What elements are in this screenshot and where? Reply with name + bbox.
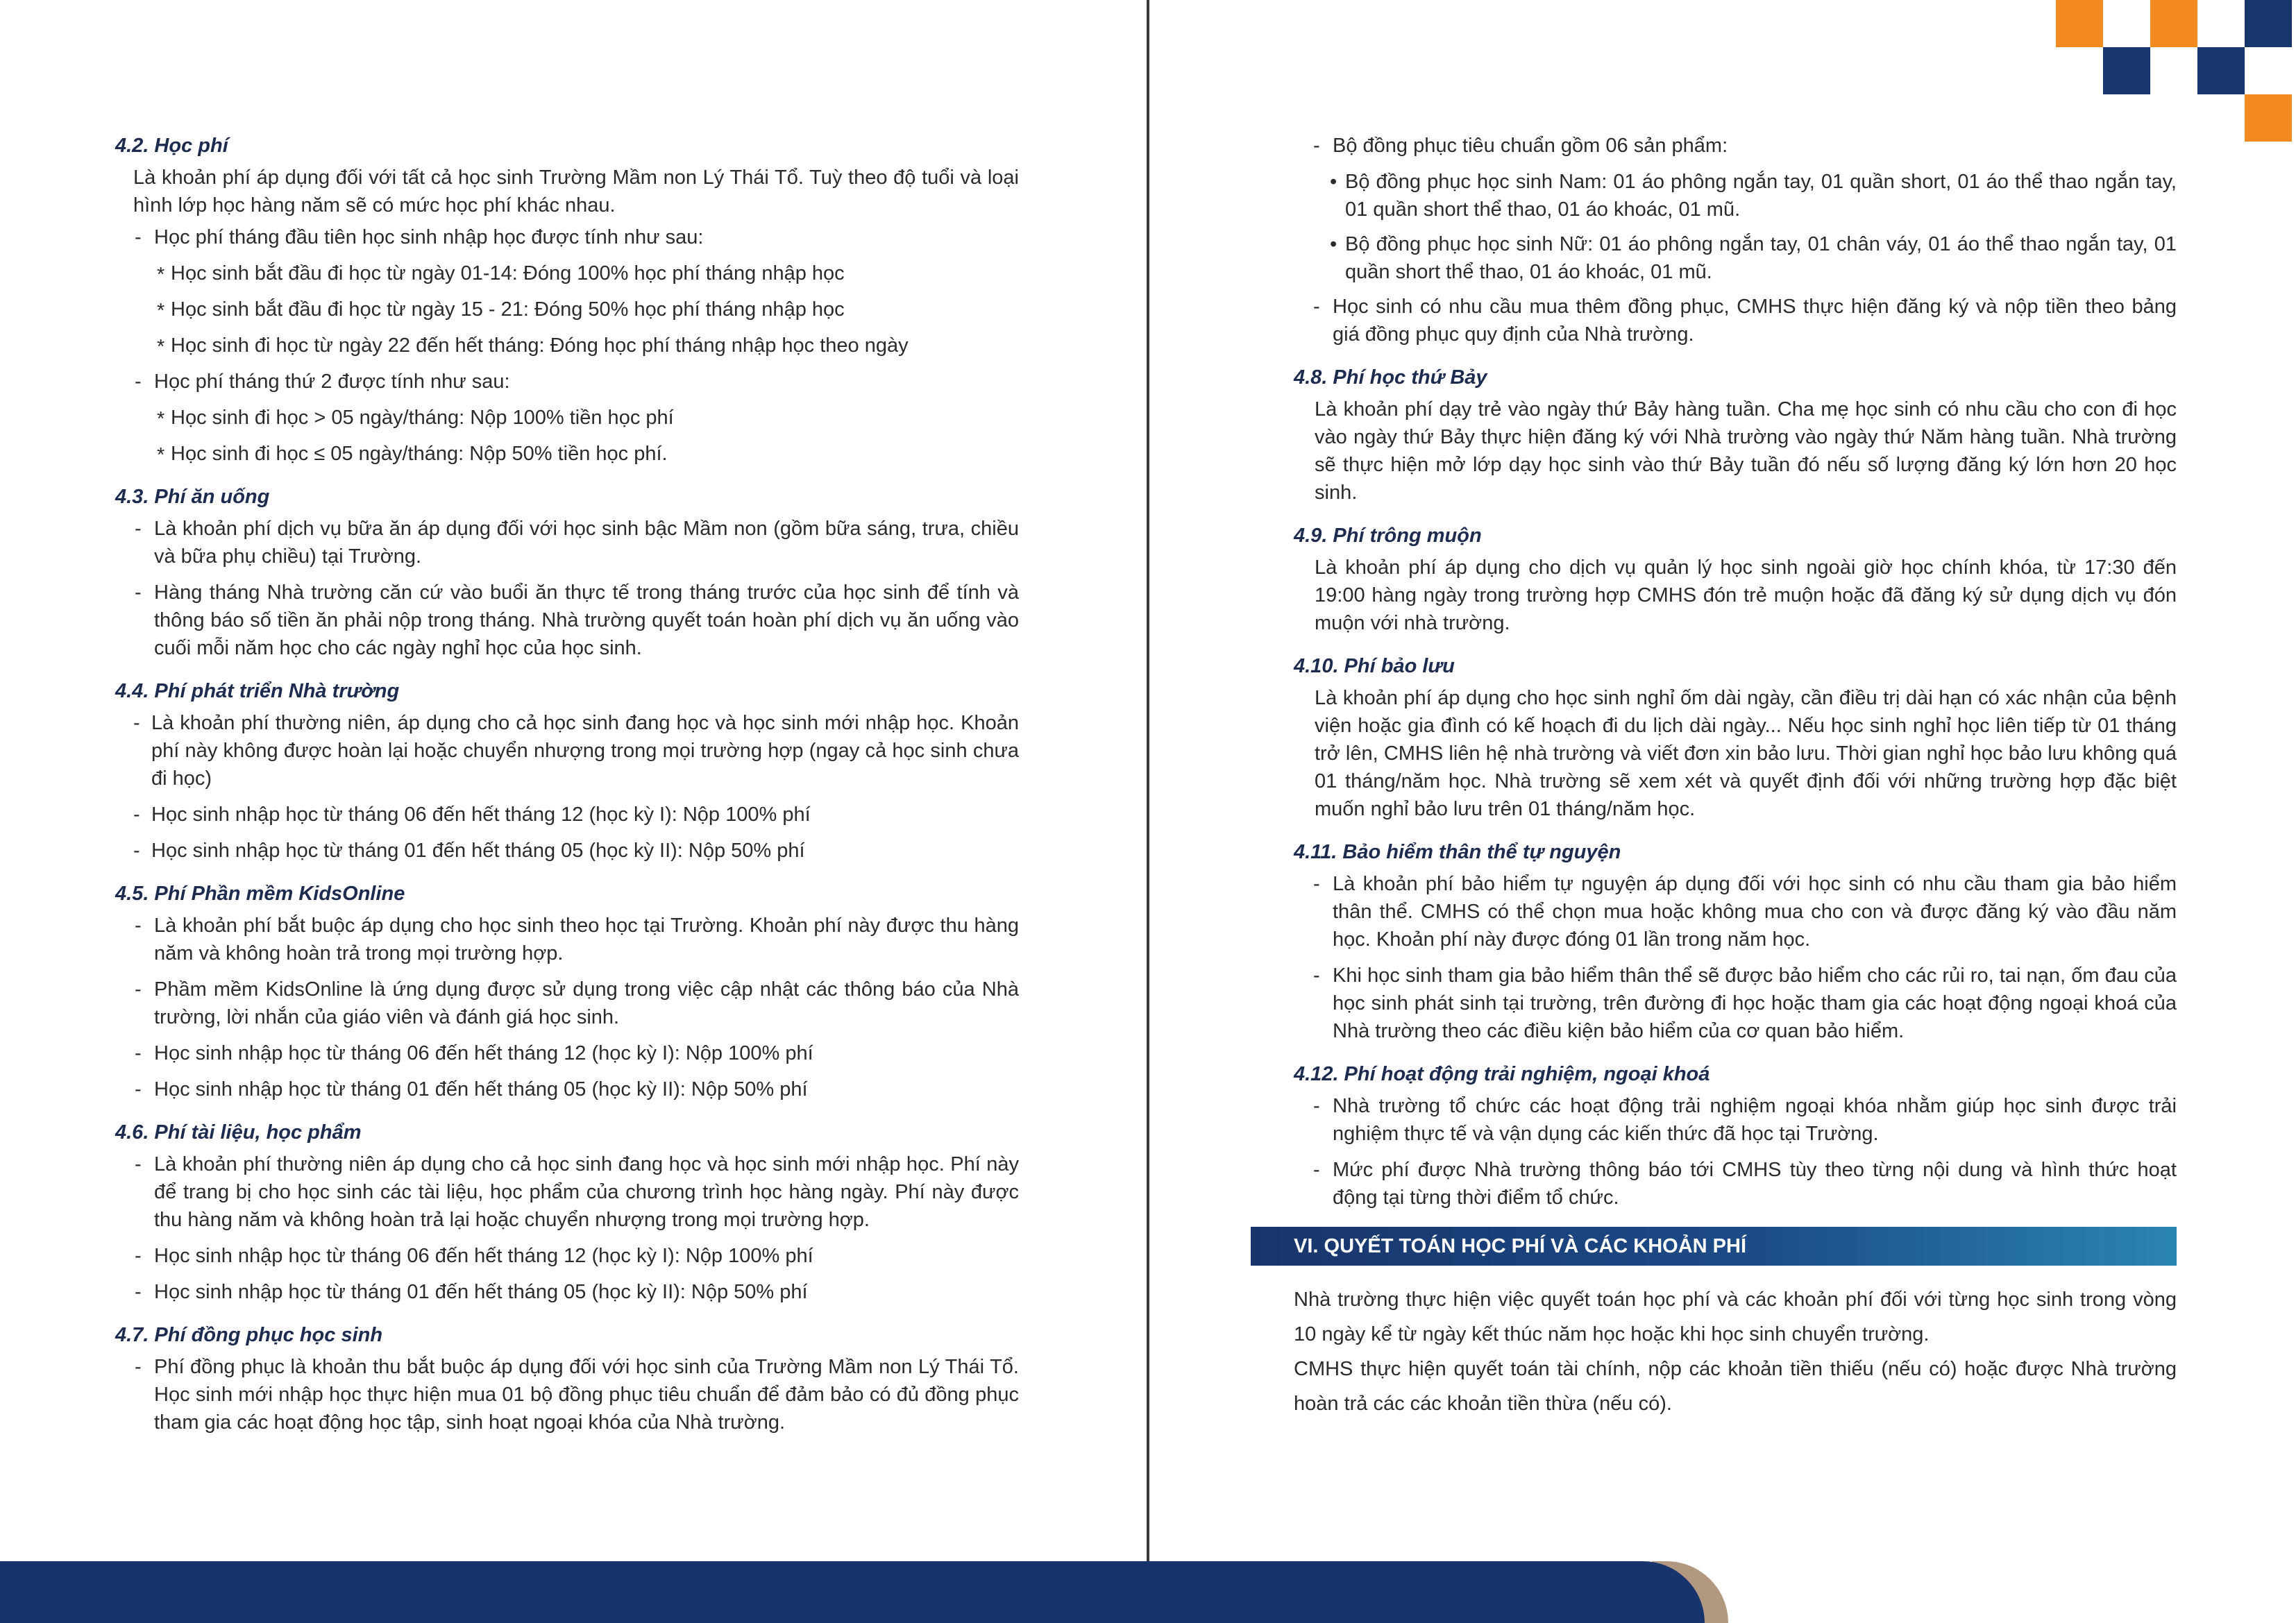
dash-item: - Học phí tháng thứ 2 được tính như sau: — [115, 368, 1019, 396]
dash-item: - Mức phí được Nhà trường thông báo tới CMHS tùy theo từng nội dung và hình thức hoạt động tại từng thời điểm tổ chức. — [1294, 1156, 2177, 1212]
dash-item: - Là khoản phí thường niên, áp dụng cho cả học sinh đang học và học sinh mới nhập học. Khoản phí này không được hoàn lại hoặc chuyển nhượng trong mọi trường hợp (ngay cả học sinh chưa đi học) — [115, 709, 1019, 792]
section-heading: 4.6. Phí tài liệu, học phẩm — [115, 1121, 362, 1144]
dash-item: - Phầm mềm KidsOnline là ứng dụng được sử dụng trong việc cập nhật các thông báo của Nhà trường, lời nhắn của giáo viên và đánh giá học sinh. — [115, 976, 1019, 1031]
star-item: * Học sinh đi học > 05 ngày/tháng: Nộp 100% tiền học phí — [115, 404, 1019, 432]
dash-item: - Học sinh nhập học từ tháng 06 đến hết tháng 12 (học kỳ I): Nộp 100% phí — [115, 801, 1019, 829]
bullet-item: • Bộ đồng phục học sinh Nam: 01 áo phông ngắn tay, 01 quần short, 01 áo thể thao ngắn tay, 01 quần short thể thao, 01 áo khoác, 01 mũ. — [1294, 168, 2177, 223]
orange-square — [2056, 0, 2103, 47]
left-column — [115, 132, 1019, 1452]
section — [1294, 132, 2177, 348]
dash-item: - Là khoản phí bắt buộc áp dụng cho học sinh theo học tại Trường. Khoản phí này được thu hàng năm và không hoàn trả trong mọi trường hợp. — [115, 912, 1019, 967]
star-item: * Học sinh đi học ≤ 05 ngày/tháng: Nộp 50% tiền học phí. — [115, 440, 1019, 468]
section — [115, 677, 1019, 865]
section-heading: 4.11. Bảo hiểm thân thể tự nguyện — [1294, 841, 1621, 863]
section — [1294, 652, 2177, 823]
orange-square — [2245, 94, 2292, 142]
dash-item: - Là khoản phí thường niên áp dụng cho cả học sinh đang học và học sinh mới nhập học. Phí này để trang bị cho học sinh các tài liệu, học phẩm của chương trình học hàng ngày. Phí này được thu hàng năm và không hoàn trả lại hoặc chuyển nhượng trong mọi trường hợp. — [115, 1150, 1019, 1234]
footer-bar — [0, 1561, 1705, 1623]
right-column — [1294, 132, 2177, 1421]
settlement-text — [1294, 1282, 2177, 1421]
section-heading: 4.10. Phí bảo lưu — [1294, 655, 1455, 677]
dash-item: - Học sinh có nhu cầu mua thêm đồng phục, CMHS thực hiện đăng ký và nộp tiền theo bảng giá đồng phục quy định của Nhà trường. — [1294, 293, 2177, 348]
section-heading: 4.5. Phí Phần mềm KidsOnline — [115, 883, 405, 905]
section — [1294, 838, 2177, 1045]
section-intro: Là khoản phí áp dụng cho học sinh nghỉ ốm dài ngày, cần điều trị dài hạn có xác nhận của bệnh viện hoặc gia đình có kế hoạch đi du lịch dài ngày... Nếu học sinh nghỉ học liên tiếp từ 01 tháng trở lên, CMHS liên hệ nhà trường và viết đơn xin bảo lưu. Thời gian nghỉ học bảo lưu không quá 01 tháng/năm học. Nhà trường sẽ xem xét và quyết định đối với những trường hợp đặc biệt muốn nghỉ bảo lưu trên 01 tháng/năm học. — [1315, 687, 2177, 820]
settlement-paragraph: CMHS thực hiện quyết toán tài chính, nộp các khoản tiền thiếu (nếu có) hoặc được Nhà trường hoàn trả các các khoản tiền thừa (nếu có). — [1294, 1358, 2177, 1415]
section — [1294, 1060, 2177, 1212]
navy-square — [2197, 47, 2245, 94]
left-page — [0, 0, 1147, 1623]
section-intro: Là khoản phí áp dụng đối với tất cả học sinh Trường Mầm non Lý Thái Tổ. Tuỳ theo độ tuổi và loại hình lớp học hàng năm sẽ có mức học phí khác nhau. — [133, 167, 1019, 216]
section — [115, 483, 1019, 662]
section — [115, 1119, 1019, 1306]
star-item: * Học sinh bắt đầu đi học từ ngày 01-14: Đóng 100% học phí tháng nhập học — [115, 260, 1019, 287]
section-heading: 4.7. Phí đồng phục học sinh — [115, 1324, 383, 1346]
section — [115, 132, 1019, 468]
dash-item: - Khi học sinh tham gia bảo hiểm thân thể sẽ được bảo hiểm cho các rủi ro, tai nạn, ốm đau của học sinh phát sinh tại trường, trên đường đi học hoặc tham gia các hoạt động ngoại khoá của Nhà trường theo các điều kiện bảo hiểm của cơ quan bảo hiểm. — [1294, 962, 2177, 1045]
section-heading: 4.3. Phí ăn uống — [115, 486, 270, 508]
dash-item: - Học sinh nhập học từ tháng 01 đến hết tháng 05 (học kỳ II): Nộp 50% phí — [115, 837, 1019, 865]
section-heading: 4.9. Phí trông muộn — [1294, 525, 1482, 547]
section-intro: Là khoản phí áp dụng cho dịch vụ quản lý học sinh ngoài giờ học chính khóa, từ 17:30 đến 19:00 hàng ngày trong trường hợp CMHS đón trẻ muộn hoặc đã đăng ký sử dụng dịch vụ đón muộn với nhà trường. — [1315, 556, 2177, 634]
dash-item: - Học phí tháng đầu tiên học sinh nhập học được tính như sau: — [115, 223, 1019, 251]
dash-item: - Là khoản phí dịch vụ bữa ăn áp dụng đối với học sinh bậc Mầm non (gồm bữa sáng, trưa, chiều và bữa phụ chiều) tại Trường. — [115, 515, 1019, 570]
section — [1294, 364, 2177, 507]
section-heading: 4.12. Phí hoạt động trải nghiệm, ngoại khoá — [1294, 1063, 1710, 1085]
orange-square — [2150, 0, 2197, 47]
section — [115, 1321, 1019, 1436]
section-heading: 4.8. Phí học thứ Bảy — [1294, 366, 1487, 389]
dash-item: - Học sinh nhập học từ tháng 06 đến hết tháng 12 (học kỳ I): Nộp 100% phí — [115, 1039, 1019, 1067]
bullet-item: • Bộ đồng phục học sinh Nữ: 01 áo phông ngắn tay, 01 chân váy, 01 áo thể thao ngắn tay, 01 quần short thể thao, 01 áo khoác, 01 mũ. — [1294, 230, 2177, 286]
dash-item: - Học sinh nhập học từ tháng 01 đến hết tháng 05 (học kỳ II): Nộp 50% phí — [115, 1278, 1019, 1306]
dash-item: - Nhà trường tổ chức các hoạt động trải nghiệm ngoại khóa nhằm giúp học sinh được trải nghiệm thực tế và vận dụng các kiến thức đã học tại Trường. — [1294, 1092, 2177, 1148]
navy-square — [2245, 0, 2292, 47]
dash-item: - Bộ đồng phục tiêu chuẩn gồm 06 sản phẩm: — [1294, 132, 2177, 160]
section-intro: Là khoản phí dạy trẻ vào ngày thứ Bảy hàng tuần. Cha mẹ học sinh có nhu cầu cho con đi học vào ngày thứ Bảy thực hiện đăng ký với Nhà trường vào ngày thứ Năm hàng tuần. Nhà trường sẽ thực hiện mở lớp dạy học sinh vào thứ Bảy tuần đó nếu số lượng đăng ký lớn hơn 20 học sinh. — [1315, 398, 2177, 504]
star-item: * Học sinh đi học từ ngày 22 đến hết tháng: Đóng học phí tháng nhập học theo ngày — [115, 332, 1019, 359]
dash-item: - Học sinh nhập học từ tháng 01 đến hết tháng 05 (học kỳ II): Nộp 50% phí — [115, 1076, 1019, 1103]
star-item: * Học sinh bắt đầu đi học từ ngày 15 - 21: Đóng 50% học phí tháng nhập học — [115, 296, 1019, 323]
section — [115, 880, 1019, 1103]
dash-item: - Phí đồng phục là khoản thu bắt buộc áp dụng đối với học sinh của Trường Mầm non Lý Thái Tổ. Học sinh mới nhập học thực hiện mua 01 bộ đồng phục tiêu chuẩn để đảm bảo có đủ đồng phục tham gia các hoạt động học tập, sinh hoạt ngoại khóa của Nhà trường. — [115, 1353, 1019, 1436]
navy-square — [2103, 47, 2150, 94]
dash-item: - Hàng tháng Nhà trường căn cứ vào buổi ăn thực tế trong tháng trước của học sinh để tính và thông báo số tiền ăn phải nộp trong tháng. Nhà trường quyết toán hoàn phí dịch vụ ăn uống vào cuối mỗi năm học cho các ngày nghỉ học của học sinh. — [115, 579, 1019, 662]
section — [1294, 522, 2177, 637]
section-heading: 4.4. Phí phát triển Nhà trường — [115, 680, 400, 702]
section-heading: 4.2. Học phí — [115, 135, 228, 157]
dash-item: - Học sinh nhập học từ tháng 06 đến hết tháng 12 (học kỳ I): Nộp 100% phí — [115, 1242, 1019, 1270]
section-banner: VI. QUYẾT TOÁN HỌC PHÍ VÀ CÁC KHOẢN PHÍ — [1251, 1227, 2177, 1266]
settlement-paragraph: Nhà trường thực hiện việc quyết toán học phí và các khoản phí đối với từng học sinh trong vòng 10 ngày kể từ ngày kết thúc năm học hoặc khi học sinh chuyển trường. — [1294, 1289, 2177, 1345]
dash-item: - Là khoản phí bảo hiểm tự nguyện áp dụng đối với học sinh có nhu cầu tham gia bảo hiểm thân thể. CMHS có thể chọn mua hoặc không mua cho con và được đăng ký vào đầu năm học. Khoản phí này được đóng 01 lần trong năm học. — [1294, 870, 2177, 953]
